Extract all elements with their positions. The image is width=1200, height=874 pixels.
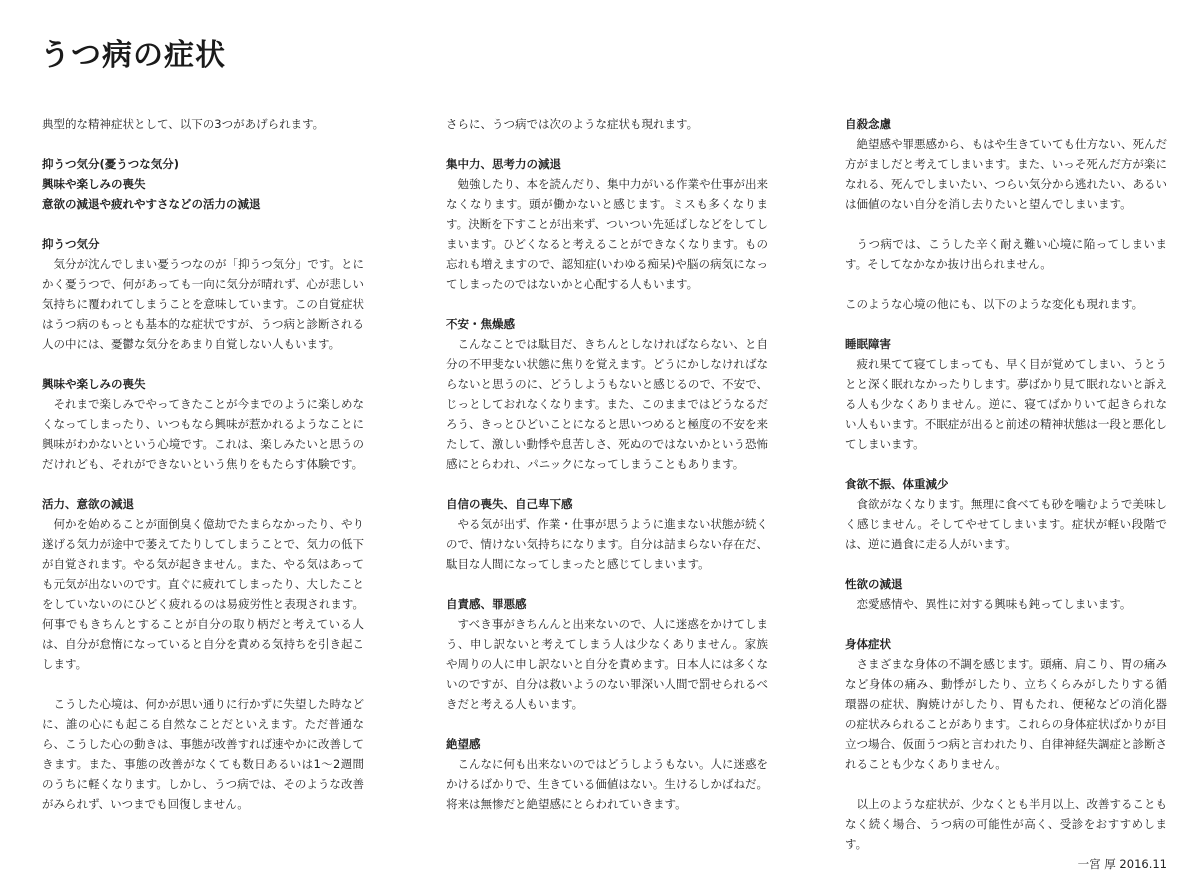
section-heading: 自殺念慮 [845,117,891,131]
section-body: 勉強したり、本を読んだり、集中力がいる作業や仕事が出来なくなります。頭が働かないと感じます。ミスも多くなります。決断を下すことが出来ず、ついつい先延ばしなどをしてしまいます。ひどくなると考えることができなくなります。もの忘れも増えますので、認知症(いわゆる痴呆)や脳の病気になってしまったのではないかと心配する人もいます。 [446,177,768,291]
section-heading: 自信の喪失、自己卑下感 [446,497,573,511]
section-body: 恋愛感情や、異性に対する興味も鈍ってしまいます。 [856,597,1132,611]
section-body: さまざまな身体の不調を感じます。頭痛、肩こり、胃の痛みなど身体の痛み、動悸がしたり、立ちくらみがしたりする循環器の症状、胸焼けがしたり、胃もたれ、便秘などの消化器の症状みられることがあります。これらの身体症状ばかりが目立つ場合、仮面うつ病と言われたり、自律神経失調症と診断されることも少なくありません。 [845,657,1167,771]
section-body: 気分が沈んでしまい憂うつなのが「抑うつ気分」です。とにかく憂うつで、何があっても一向に気分が晴れず、心が悲しい気持ちに覆われてしまうことを意味しています。この自覚症状はうつ病のもっとも基本的な症状ですが、うつ病と診断される人の中には、憂鬱な気分をあまり自覚しない人もいます。 [42,257,364,351]
section-heading: 活力、意欲の減退 [42,497,134,511]
section-body: 何かを始めることが面倒臭く億劫でたまらなかったり、やり遂げる気力が途中で萎えてたりしてしまうことで、気力の低下が自覚されます。やる気が起きません。また、やる気はあっても元気が出ないのです。直ぐに疲れてしまったり、大したことをしていないのにひどく疲れるのは易疲労性と表現されます。何事でもきちんとすることが自分の取り柄だと考えている人は、自分が怠惰になっていると自分を責める気持ちを引き起こします。 [42,517,364,671]
intro-text: さらに、うつ病では次のような症状も現れます。 [446,117,699,131]
section-heading: 睡眠障害 [845,337,891,351]
column-3 [845,114,1167,874]
section-heading: 不安・焦燥感 [446,317,515,331]
page-title: うつ病の症状 [40,38,226,73]
section-body: こんなことでは駄目だ、きちんとしなければならない、と自分の不甲斐ない状態に焦りを覚えます。どうにかしなければならないと思うのに、どうしようもないと感じるので、不安で、じっとしておれなくなります。また、このままではどうなるだろう、きっとひどいことになると思いつめると極度の不安を来たして、激しい動悸や息苦しさ、死ぬのではないかという恐怖感にとらわれ、パニックになってしまうこともあります。 [446,337,768,471]
section-heading: 食欲不振、体重減少 [845,477,949,491]
section-body: それまで楽しみでやってきたことが今までのように楽しめなくなってしまったり、いつもなら興味が惹かれるようなことに興味がわかないという心境です。これは、楽しみたいと思うのだけれども、それができないという焦りをもたらす体験です。 [42,397,364,471]
section-body: こんなに何も出来ないのではどうしようもない。人に迷惑をかけるばかりで、生きている価値はない。生けるしかばねだ。将来は無惨だと絶望感にとらわれていきます。 [446,757,768,811]
symptom-list-item: 興味や楽しみの喪失 [42,177,146,191]
column-2 [446,114,768,814]
section-heading: 抑うつ気分 [42,237,100,251]
section-body: 疲れ果てて寝てしまっても、早く目が覚めてしまい、うとうとと深く眠れなかったりします。夢ばかり見て眠れないと訴える人も少なくありません。逆に、寝てばかりいて起きられない人もいます。不眠症が出ると前述の精神状態は一段と悪化してしまいます。 [845,357,1167,451]
section-body: 絶望感や罪悪感から、もはや生きていても仕方ない、死んだ方がましだと考えてしまいます。また、いっそ死んだ方が楽になれる、死んでしまいたい、つらい気分から逃れたい、あるいは価値のない自分を消し去りたいと望んでしまいます。 [845,137,1167,211]
section-body: 食欲がなくなります。無理に食べても砂を噛むようで美味しく感じません。そしてやせてしまいます。症状が軽い段階では、逆に過食に走る人がいます。 [845,497,1167,551]
note-paragraph: うつ病では、こうした辛く耐え難い心境に陥ってしまいます。そしてなかなか抜け出られません。 [845,237,1167,271]
closing-paragraph: 以上のような症状が、少なくとも半月以上、改善することもなく続く場合、うつ病の可能性が高く、受診をおすすめします。 [845,797,1167,851]
section-heading: 集中力、思考力の減退 [446,157,561,171]
symptom-list-item: 意欲の減退や疲れやすさなどの活力の減退 [42,197,261,211]
intro-text: 典型的な精神症状として、以下の3つがあげられます。 [42,117,325,131]
note-paragraph: このような心境の他にも、以下のような変化も現れます。 [845,297,1144,311]
closing-paragraph: こうした心境は、何かが思い通りに行かずに失望した時などに、誰の心にも起こる自然なことだといえます。ただ普通なら、こうした心の動きは、事態が改善すれば速やかに改善してきます。また、事態の改善がなくても数日あるいは1〜2週間のうちに軽くなります。しかし、うつ病では、そのような改善がみられず、いつまでも回復しません。 [42,697,364,811]
section-body: すべき事がきちんんと出来ないので、人に迷惑をかけてしまう、申し訳ないと考えてしまう人は少なくありません。家族や周りの人に申し訳ないと自分を責めます。日本人には多くないのですが、自分は救いようのない罪深い人間で罰せられるべきだと考える人もいます。 [446,617,768,711]
section-body: やる気が出ず、作業・仕事が思うように進まない状態が続くので、情けない気持ちになります。自分は詰まらない存在だ、駄目な人間になってしまったと感じてしまいます。 [446,517,768,571]
section-heading: 身体症状 [845,637,891,651]
section-heading: 絶望感 [446,737,481,751]
author-signature: 一宮 厚 2016.11 [1077,857,1167,871]
symptom-list-item: 抑うつ気分(憂うつな気分) [42,157,180,171]
section-heading: 性欲の減退 [845,577,903,591]
section-heading: 自責感、罪悪感 [446,597,527,611]
section-heading: 興味や楽しみの喪失 [42,377,146,391]
column-1 [42,114,364,814]
